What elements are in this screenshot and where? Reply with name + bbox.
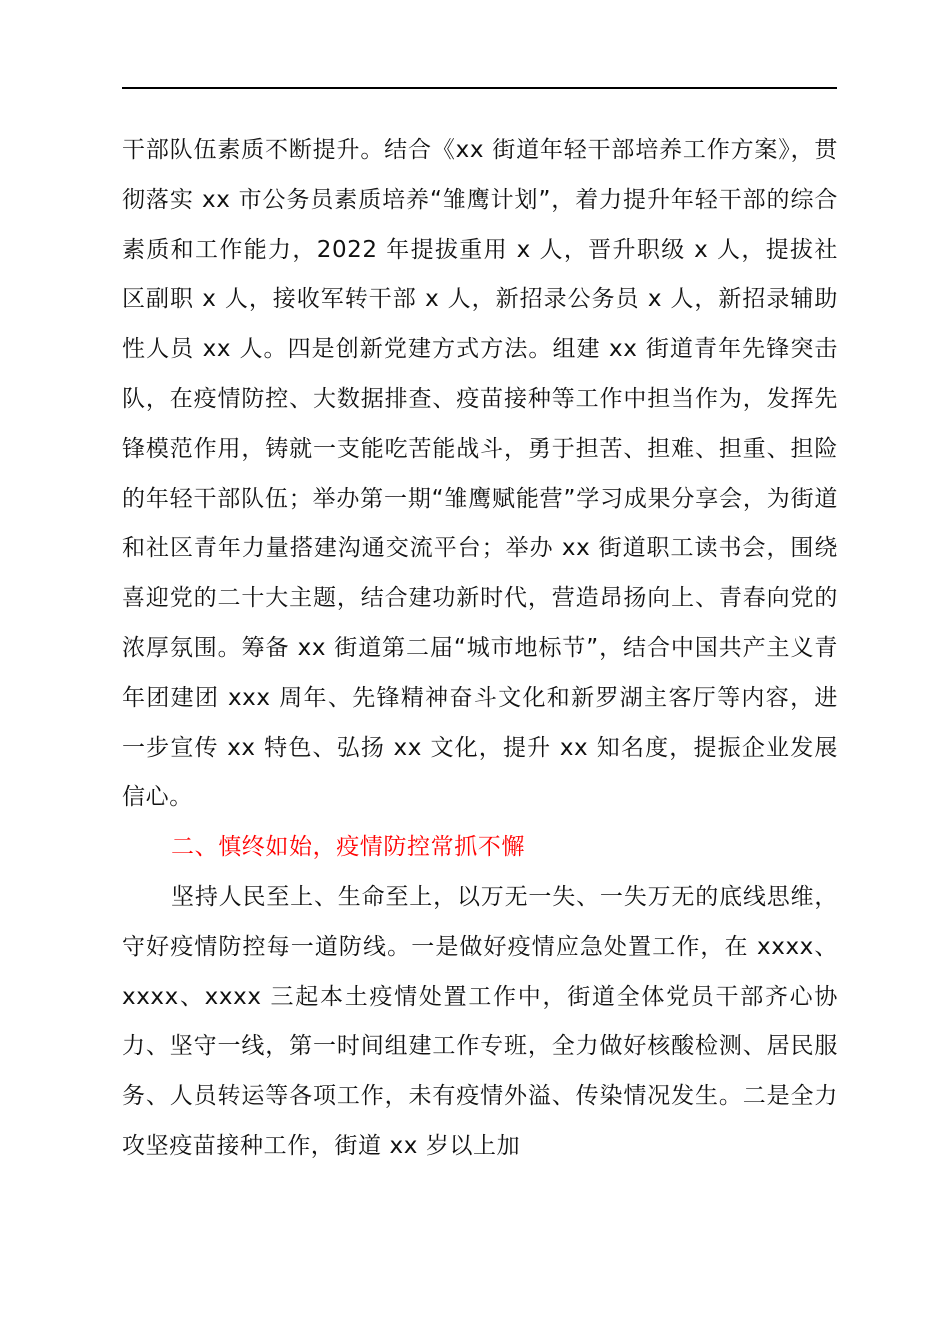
section-heading: 二、慎终如始，疫情防控常抓不懈 [171, 834, 525, 861]
header-rule [122, 87, 837, 89]
body-paragraph-continued: 干部队伍素质不断提升。结合《xx 街道年轻干部培养工作方案》，贯彻落实 xx 市公务员素质培养“雏鹰计划”，着力提升年轻干部的综合素质和工作能力，2022 年提拔重用 x 人，晋升职级 x 人，提拔社区副职 x 人，接收军转干部 x 人，新招录公务员 x 人，新招录辅助性人员 xx 人。四是创新党建方式方法。组建 xx 街道青年先锋突击队，在疫情防控、大数据排查、疫苗接种等工作中担当作为，发挥先锋模范作用，铸就一支能吃苦能战斗，勇于担苦、担难、担重、担险的年轻干部队伍；举办第一期“雏鹰赋能营”学习成果分享会，为街道和社区青年力量搭建沟通交流平台；举办 xx 街道职工读书会，围绕喜迎党的二十大主题，结合建功新时代，营造昂扬向上、青春向党的浓厚氛围。筹备 xx 街道第二届“城市地标节”，结合中国共产主义青年团建团 xxx 周年、先锋精神奋斗文化和新罗湖主客厅等内容，进一步宣传 xx 特色、弘扬 xx 文化，提升 xx 知名度，提振企业发展信心。 [122, 137, 838, 811]
body-paragraph: 坚持人民至上、生命至上，以万无一失、一失万无的底线思维，守好疫情防控每一道防线。一是做好疫情应急处置工作，在 xxxx、xxxx、xxxx 三起本土疫情处置工作中，街道全体党员干部齐心协力、坚守一线，第一时间组建工作专班，全力做好核酸检测、居民服务、人员转运等各项工作，未有疫情外溢、传染情况发生。二是全力攻坚疫苗接种工作，街道 xx 岁以上加 [122, 883, 838, 1159]
document-body [122, 126, 838, 1172]
